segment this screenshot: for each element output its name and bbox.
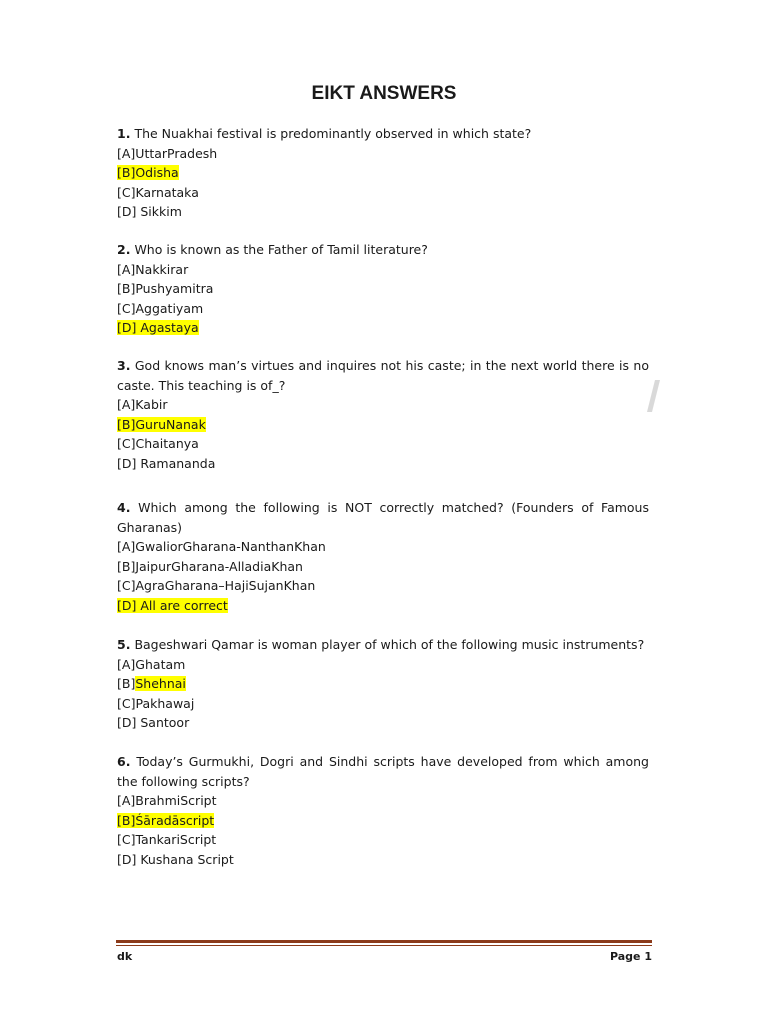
question-text <box>117 635 649 655</box>
option-a: [A]UttarPradesh <box>117 145 218 161</box>
question-text <box>117 752 649 791</box>
question-number: 6. <box>117 754 131 769</box>
option-c: [C]Chaitanya <box>117 436 199 451</box>
option-b <box>117 811 649 831</box>
question-text <box>117 356 649 395</box>
question-number: 1. <box>117 126 131 141</box>
option-c: [C]TankariScript <box>117 832 217 847</box>
question-number: 3. <box>117 358 131 373</box>
option-d <box>117 318 649 338</box>
footer-author: dk <box>117 950 133 963</box>
answer-highlight: [D] Agastaya <box>117 320 199 335</box>
option-d: [D] Sikkim <box>117 204 182 219</box>
option-b-prefix: [B] <box>117 676 136 691</box>
option-c: [C]Pakhawaj <box>117 695 195 711</box>
question-2 <box>117 240 649 338</box>
answer-highlight: [B]Odisha <box>117 165 179 180</box>
question-3 <box>117 356 649 473</box>
answer-highlight: Shehnai <box>135 676 186 691</box>
question-1 <box>117 124 649 222</box>
question-body: Bageshwari Qamar is woman player of which of the following music instruments? <box>134 637 645 652</box>
option-d: [D] Santoor <box>117 715 190 730</box>
question-body: Which among the following is NOT correctly matched? (Founders of Famous Gharanas) <box>117 500 649 535</box>
option-a: [A]Kabir <box>117 397 168 412</box>
footer-rule-thin <box>116 945 652 946</box>
option-b: [B]JaipurGharana-AlladiaKhan <box>117 558 303 574</box>
option-a: [A]Nakkirar <box>117 261 189 277</box>
option-b: [B]Pushyamitra <box>117 281 214 296</box>
page-title: EIKT ANSWERS <box>311 83 457 104</box>
answer-highlight: [B]Śāradāscript <box>117 812 215 828</box>
question-number: 4. <box>117 500 131 515</box>
option-a: [A]BrahmiScript <box>117 793 217 808</box>
option-b <box>117 163 649 183</box>
question-number: 2. <box>117 242 131 257</box>
option-a: [A]GwaliorGharana-NanthanKhan <box>117 539 326 554</box>
option-b <box>117 415 649 435</box>
question-5 <box>117 635 649 733</box>
answer-highlight: [D] All are correct <box>117 597 228 613</box>
footer-rule-thick <box>116 940 652 943</box>
question-body: God knows man’s virtues and inquires not his caste; in the next world there is no caste. This teaching is of_? <box>117 358 650 393</box>
option-d: [D] Ramananda <box>117 455 216 471</box>
answer-highlight: [B]GuruNanak <box>117 416 206 432</box>
option-b <box>117 674 649 694</box>
option-d <box>117 596 649 616</box>
question-number: 5. <box>117 637 131 652</box>
question-body: The Nuakhai festival is predominantly observed in which state? <box>134 126 532 141</box>
option-c: [C]Karnataka <box>117 184 199 200</box>
option-d: [D] Kushana Script <box>117 851 234 867</box>
question-text <box>117 124 649 144</box>
option-a: [A]Ghatam <box>117 656 186 672</box>
question-6 <box>117 752 649 869</box>
option-c: [C]AgraGharana–HajiSujanKhan <box>117 578 316 593</box>
option-c: [C]Aggatiyam <box>117 300 204 316</box>
page-number: Page 1 <box>609 950 652 963</box>
question-4 <box>117 498 649 615</box>
question-text <box>117 498 649 537</box>
question-body: Who is known as the Father of Tamil literature? <box>134 242 428 257</box>
question-text <box>117 240 649 260</box>
question-body: Today’s Gurmukhi, Dogri and Sindhi scripts have developed from which among the following scripts? <box>117 754 649 789</box>
